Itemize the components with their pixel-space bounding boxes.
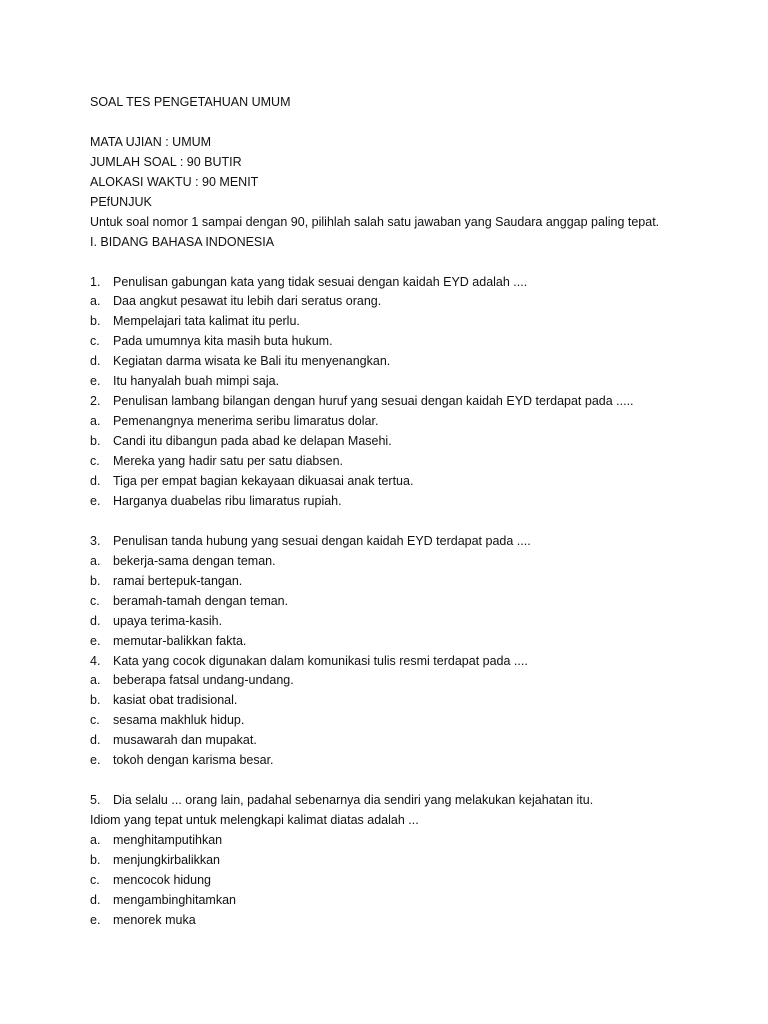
- option-3c: [90, 593, 288, 609]
- question-5: [90, 792, 593, 808]
- option-1d: [90, 353, 390, 369]
- option-label: b.: [90, 853, 101, 867]
- option-text: mengambinghitamkan: [113, 893, 236, 907]
- question-number: 3.: [90, 534, 101, 548]
- option-2d: [90, 473, 413, 489]
- option-5e: [90, 912, 196, 928]
- option-text: musawarah dan mupakat.: [113, 733, 257, 747]
- option-3b: [90, 573, 242, 589]
- question-text: Kata yang cocok digunakan dalam komunikasi tulis resmi terdapat pada ....: [113, 654, 528, 668]
- option-text: beramah-tamah dengan teman.: [113, 594, 289, 608]
- option-2e: [90, 493, 342, 509]
- option-5d: [90, 892, 236, 908]
- option-2b: [90, 433, 392, 449]
- option-label: d.: [90, 893, 101, 907]
- option-text: tokoh dengan karisma besar.: [113, 753, 274, 767]
- option-text: Mereka yang hadir satu per satu diabsen.: [113, 454, 343, 468]
- option-text: kasiat obat tradisional.: [113, 693, 238, 707]
- option-text: menorek muka: [113, 913, 196, 927]
- question-number: 2.: [90, 394, 101, 408]
- option-1c: [90, 333, 333, 349]
- question-text: Penulisan lambang bilangan dengan huruf yang sesuai dengan kaidah EYD terdapat pada .....: [113, 394, 634, 408]
- option-label: a.: [90, 294, 101, 308]
- option-label: b.: [90, 574, 101, 588]
- option-label: b.: [90, 434, 101, 448]
- option-label: e.: [90, 634, 101, 648]
- option-3e: [90, 633, 246, 649]
- option-label: e.: [90, 753, 101, 767]
- option-text: Itu hanyalah buah mimpi saja.: [113, 374, 280, 388]
- option-label: d.: [90, 614, 101, 628]
- meta-alokasi-waktu: ALOKASI WAKTU : 90 MENIT: [90, 175, 259, 189]
- option-text: Pemenangnya menerima seribu limaratus dolar.: [113, 414, 379, 428]
- option-text: mencocok hidung: [113, 873, 211, 887]
- option-text: ramai bertepuk-tangan.: [113, 574, 243, 588]
- section-title: I. BIDANG BAHASA INDONESIA: [90, 235, 275, 249]
- option-text: Mempelajari tata kalimat itu perlu.: [113, 314, 300, 328]
- option-text: sesama makhluk hidup.: [113, 713, 245, 727]
- question-2: [90, 393, 634, 409]
- option-4c: [90, 712, 244, 728]
- option-text: menghitamputihkan: [113, 833, 223, 847]
- petunjuk-text: Untuk soal nomor 1 sampai dengan 90, pilihlah salah satu jawaban yang Saudara anggap paling tepat.: [90, 215, 660, 229]
- option-2a: [90, 413, 378, 429]
- option-text: Harganya duabelas ribu limaratus rupiah.: [113, 494, 342, 508]
- option-label: d.: [90, 354, 101, 368]
- option-text: upaya terima-kasih.: [113, 614, 223, 628]
- option-3d: [90, 613, 222, 629]
- option-label: a.: [90, 414, 101, 428]
- doc-title: SOAL TES PENGETAHUAN UMUM: [90, 95, 291, 109]
- option-text: menjungkirbalikkan: [113, 853, 221, 867]
- option-5c: [90, 872, 211, 888]
- option-4e: [90, 752, 274, 768]
- option-3a: [90, 553, 276, 569]
- option-label: a.: [90, 833, 101, 847]
- option-4a: [90, 672, 294, 688]
- meta-mata-ujian: MATA UJIAN : UMUM: [90, 135, 212, 149]
- option-label: e.: [90, 913, 101, 927]
- question-1: [90, 274, 527, 290]
- option-label: c.: [90, 873, 100, 887]
- meta-jumlah-soal: JUMLAH SOAL : 90 BUTIR: [90, 155, 242, 169]
- question-number: 1.: [90, 275, 101, 289]
- option-1e: [90, 373, 279, 389]
- question-3: [90, 533, 531, 549]
- option-text: memutar-balikkan fakta.: [113, 634, 247, 648]
- option-label: e.: [90, 374, 101, 388]
- option-text: Tiga per empat bagian kekayaan dikuasai anak tertua.: [113, 474, 414, 488]
- option-label: b.: [90, 693, 101, 707]
- question-text: Dia selalu ... orang lain, padahal sebenarnya dia sendiri yang melakukan kejahatan itu.: [113, 793, 594, 807]
- question-4: [90, 653, 528, 669]
- question-number: 5.: [90, 793, 101, 807]
- option-text: Pada umumnya kita masih buta hukum.: [113, 334, 333, 348]
- option-label: c.: [90, 454, 100, 468]
- option-text: beberapa fatsal undang-undang.: [113, 673, 294, 687]
- option-label: c.: [90, 334, 100, 348]
- option-2c: [90, 453, 343, 469]
- question-text: Penulisan gabungan kata yang tidak sesuai dengan kaidah EYD adalah ....: [113, 275, 528, 289]
- question-5-subtext: Idiom yang tepat untuk melengkapi kalimat diatas adalah ...: [90, 813, 419, 827]
- option-label: d.: [90, 733, 101, 747]
- option-label: c.: [90, 713, 100, 727]
- option-text: Kegiatan darma wisata ke Bali itu menyenangkan.: [113, 354, 391, 368]
- option-4b: [90, 692, 237, 708]
- option-1a: [90, 293, 381, 309]
- option-label: a.: [90, 673, 101, 687]
- option-5b: [90, 852, 220, 868]
- option-1b: [90, 313, 300, 329]
- option-label: a.: [90, 554, 101, 568]
- option-text: Candi itu dibangun pada abad ke delapan Masehi.: [113, 434, 392, 448]
- option-label: b.: [90, 314, 101, 328]
- option-label: d.: [90, 474, 101, 488]
- option-label: c.: [90, 594, 100, 608]
- option-5a: [90, 832, 222, 848]
- option-4d: [90, 732, 257, 748]
- question-text: Penulisan tanda hubung yang sesuai dengan kaidah EYD terdapat pada ....: [113, 534, 531, 548]
- option-label: e.: [90, 494, 101, 508]
- option-text: Daa angkut pesawat itu lebih dari seratus orang.: [113, 294, 382, 308]
- petunjuk-label: PEfUNJUK: [90, 195, 152, 209]
- option-text: bekerja-sama dengan teman.: [113, 554, 276, 568]
- question-number: 4.: [90, 654, 101, 668]
